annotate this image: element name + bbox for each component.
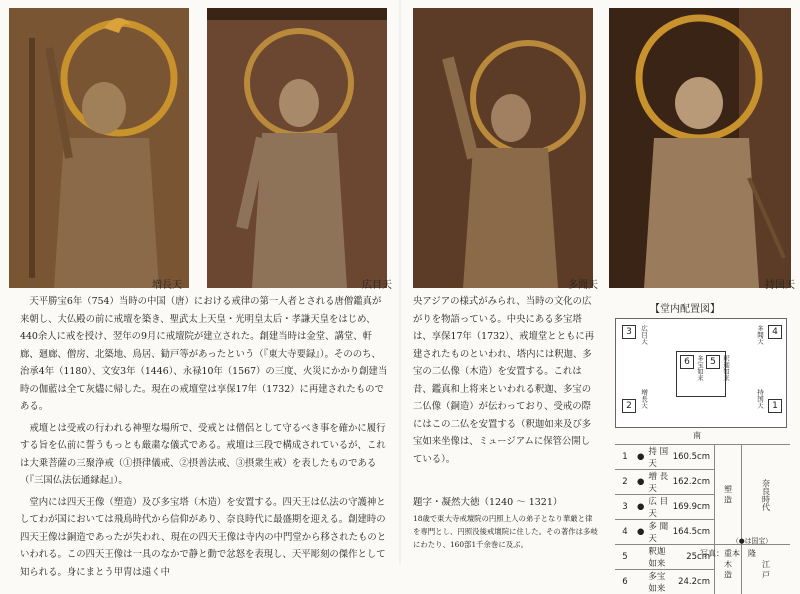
photo-komokuten <box>207 8 387 288</box>
position-6-label: 多宝如来 <box>694 355 704 381</box>
table-row: 1 ● 持 国 天 160.5cm 塑 造 奈良時代 <box>615 445 790 470</box>
position-5-label: 釈迦如来 <box>720 355 730 381</box>
page-fold <box>399 0 401 564</box>
photo-tamonten <box>413 8 593 288</box>
position-3: 3 <box>622 325 636 339</box>
caption-komokuten: 広目天 <box>362 276 392 291</box>
national-treasure-note: （●は国宝） <box>732 535 772 545</box>
history-paragraph-3: 堂内には四天王像（塑造）及び多宝塔（木造）を安置する。四天王は仏法の守護神としてわが国においては飛鳥時代から信仰があり、奈良時代に最盛期を迎える。創建時の四天王像は銅造であったが失われ、現在の四天王像は寺内の中門堂から移されたものといわれる。この四天王像は一具のなかで静と動で忿怒を表現し、天平彫刻の傑作として知られる。身にまとう甲冑は遠く中 <box>20 494 390 582</box>
table-row: 4 ● 多 聞 天 164.5cm <box>615 520 790 545</box>
table-row: 6 多宝如来 24.2cm <box>615 570 790 594</box>
history-text <box>20 293 390 585</box>
table-row: 2 ● 増 長 天 162.2cm <box>615 470 790 495</box>
photo-credit: 写真：重本 隆 <box>700 548 756 559</box>
continued-text <box>413 293 598 468</box>
table-row: 3 ● 広 目 天 169.9cm <box>615 495 790 520</box>
position-4-label: 多聞天 <box>754 325 764 345</box>
material-cell: 塑 造 <box>715 445 742 545</box>
position-4: 4 <box>768 325 782 339</box>
floor-plan <box>615 318 787 428</box>
history-paragraph-1: 天平勝宝6年（754）当時の中国（唐）における戒律の第一人者とされる唐僧鑑真が来朝し、大仏殿の前に戒壇を築き、聖武太上天皇・光明皇太后・孝謙天皇をはじめ、440余人に戒を授け、翌年の9月に戒壇院が建立された。創建当時は金堂、講堂、軒廊、廻廊、僧房、北築地、鳥居、勧戸等があったという（『東大寺要録』）。そののち、治承4年（1180）、文安3年（1446）、永禄10年（1567）の三度、火災にかかり創建当時の伽藍は全て灰燼に帰した。現在の戒壇堂は享保17年（1732）に再建されたものである。 <box>20 293 390 416</box>
period-cell: 奈良時代 <box>742 445 791 545</box>
photo-zochoten <box>9 8 189 288</box>
table-row: 5 釈迦如来 25cm 木 造 江 戸 <box>615 545 790 570</box>
calligrapher-desc: 18歳で東大寺戒壇院の円照上人の弟子となり華厳と律を専門とし、円照没後戒壇院に住した。その著作は多岐にわたり、160部1千余巻に及ぶ。 <box>413 512 598 551</box>
position-3-label: 広目天 <box>638 325 648 345</box>
south-label: 南 <box>693 430 701 441</box>
history-paragraph-2: 戒壇とは受戒の行われる神聖な場所で、受戒とは僧侶として守るべき事を確かに履行する旨を仏前に誓うもっとも厳粛な儀式である。戒壇は三段で構成されているが、これは大乗菩薩の三聚浄戒（①摂律儀戒、②摂善法戒、③摂衆生戒）を表したものである（『三国仏法伝通縁起』）。 <box>20 420 390 490</box>
floor-plan-title: 【堂内配置図】 <box>650 300 720 315</box>
position-2-label: 増長天 <box>638 389 648 409</box>
position-6: 6 <box>680 355 694 369</box>
position-5: 5 <box>706 355 720 369</box>
statue-table <box>615 444 790 594</box>
photo-jikokuten <box>609 8 791 288</box>
caption-zochoten: 増長天 <box>152 276 182 291</box>
calligrapher-heading: 題字・凝然大徳（1240 〜 1321） <box>413 496 598 510</box>
position-1: 1 <box>768 399 782 413</box>
caption-tamonten: 多聞天 <box>568 276 598 291</box>
position-2: 2 <box>622 399 636 413</box>
continued-paragraph: 央アジアの様式がみられ、当時の文化の広がりを物語っている。中央にある多宝塔は、享保17年（1732）、戒壇堂とともに再建されたものといわれ、塔内には釈迦、多宝の二仏像（木造）を安置する。これは昔、鑑真和上将来といわれる釈迦、多宝の二仏像（銅造）が伝わっており、受戒の際にはこの二仏を安置する（釈迦如来及び多宝如来坐像は、ミュージアムに保管公開している）。 <box>413 293 598 468</box>
material-cell: 木 造 <box>715 545 742 594</box>
position-1-label: 持国天 <box>754 389 764 409</box>
calligrapher-note <box>413 496 598 551</box>
period-cell: 江 戸 <box>742 545 791 594</box>
caption-jikokuten: 持国天 <box>765 276 795 291</box>
